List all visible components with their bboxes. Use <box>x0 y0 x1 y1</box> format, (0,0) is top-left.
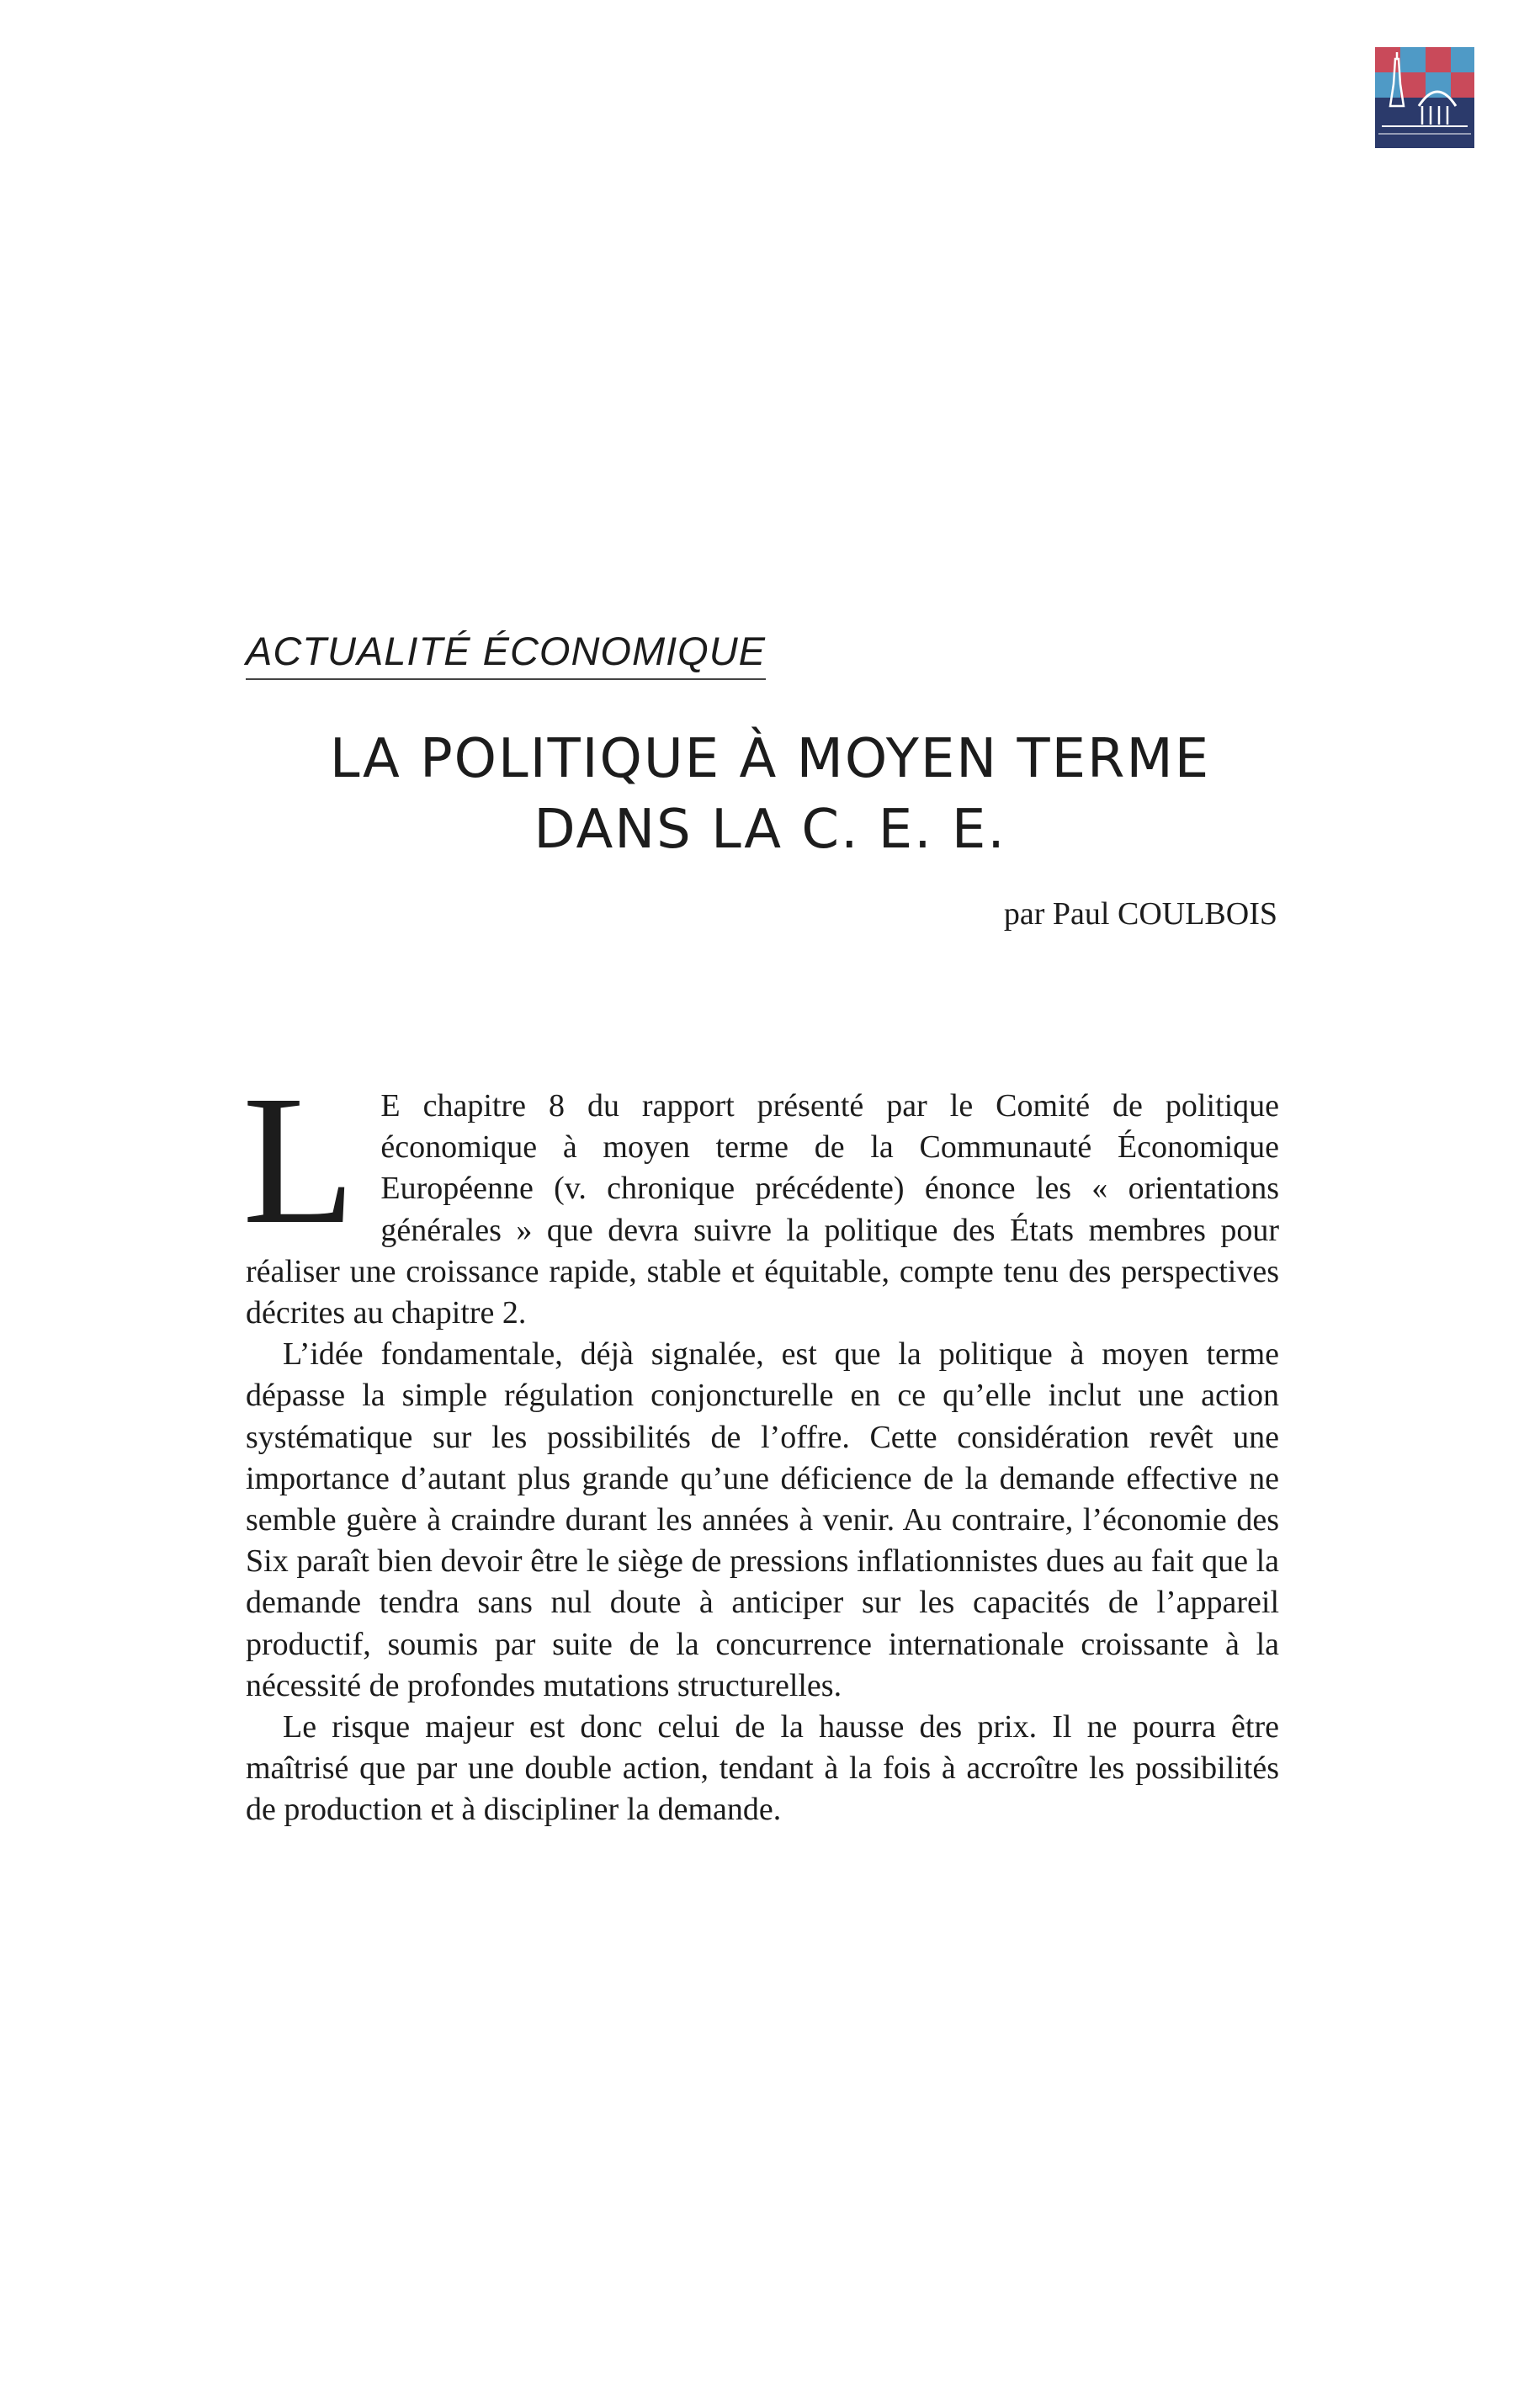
paragraph-2: L’idée fondamentale, déjà signalée, est que la politique à moyen terme dépasse la simple régulation conjoncturelle en ce qu’elle inclut une action systématique sur les possibilités de l’offre. Cette considération revêt une importance d’autant plus grande qu’une déficience de la demande effective ne semble guère à craindre durant les années à venir. Au contraire, l’économie des Six paraît bien devoir être le siège de pressions inflationnistes dues au fait que la demande tendra sans nul doute à anticiper sur les capacités de l’appareil productif, soumis par suite de la concurrence internationale croissante à la nécessité de profondes mutations structurelles. <box>246 1336 1279 1703</box>
article-title-line-1: LA POLITIQUE À MOYEN TERME <box>329 728 1211 790</box>
publisher-logo-icon <box>1375 47 1474 148</box>
section-heading: ACTUALITÉ ÉCONOMIQUE <box>246 629 766 680</box>
paragraph-3: Le risque majeur est donc celui de la hausse des prix. Il ne pourra être maîtrisé que par une double action, tendant à la fois à accroître les possibilités de production et à discipliner la demande. <box>246 1709 1279 1828</box>
article-body <box>242 1057 1279 1831</box>
paragraph-1-text: E chapitre 8 du rapport présenté par le Comité de politique économique à moyen terme de la Communauté Économique Européenne (v. chronique précédente) énonce les « orientations générales » que devra suivre la politique des États membres pour réaliser une croissance rapide, stable et équitable, compte tenu des perspectives décrites au chapitre 2. <box>246 1088 1279 1331</box>
drop-cap: L <box>242 1057 356 1262</box>
article-byline: par Paul COULBOIS <box>1003 896 1277 932</box>
logo-graphic <box>1375 47 1474 148</box>
article-title <box>236 724 1304 865</box>
paragraph-1 <box>242 1057 1279 1334</box>
article-title-line-2: DANS LA C. E. E. <box>534 799 1006 861</box>
